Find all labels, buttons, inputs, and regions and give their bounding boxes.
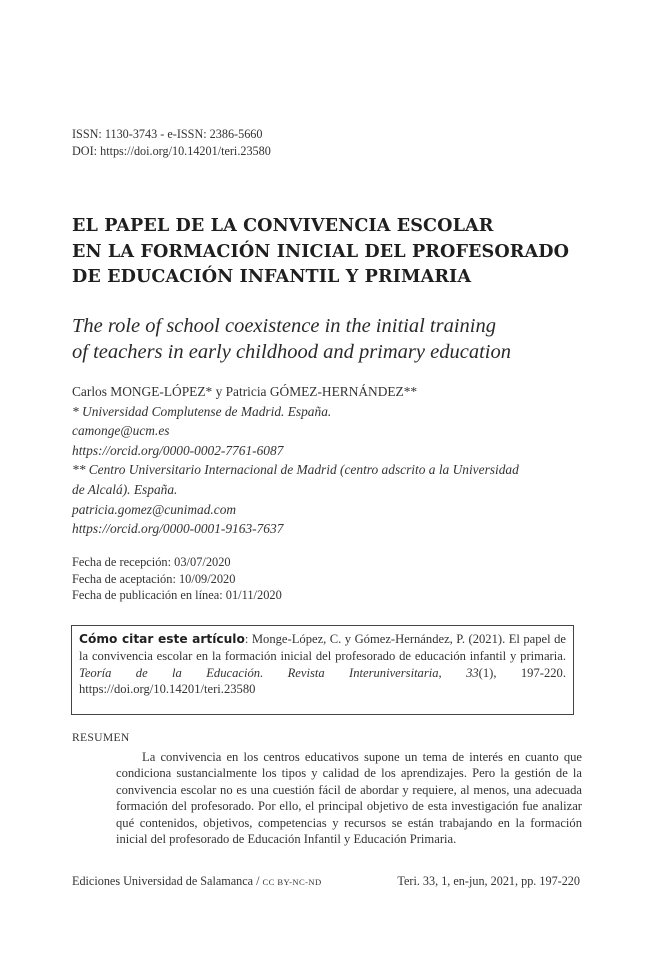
email-2[interactable]: patricia.gomez@cunimad.com (72, 501, 237, 517)
title-line-3: DE EDUCACIÓN INFANTIL Y PRIMARIA (72, 266, 472, 287)
license-label: CC BY-NC-ND (262, 877, 322, 887)
orcid-2[interactable]: https://orcid.org/0000-0001-9163-7637 (72, 521, 284, 537)
english-title (72, 313, 592, 365)
article-identifiers (72, 126, 271, 159)
abstract-heading: RESUMEN (72, 731, 130, 744)
abstract-body (116, 749, 582, 847)
date-received: Fecha de recepción: 03/07/2020 (72, 555, 231, 569)
citation-text-1: : Monge-López, C. y Gómez-Hernández, P. (2021). El papel de la convivencia escolar en la formación inicial del profesorado de educación infantil y primaria. (79, 632, 566, 663)
authors-block (72, 382, 587, 539)
citation-text-2: (1), 197-220. https://doi.org/10.14201/teri.23580 (79, 665, 566, 697)
doi-line: DOI: https://doi.org/10.14201/teri.23580 (72, 143, 271, 158)
email-1[interactable]: camonge@ucm.es (72, 423, 170, 439)
orcid-1[interactable]: https://orcid.org/0000-0002-7761-6087 (72, 442, 284, 458)
affiliation-2-line-2: de Alcalá). España. (72, 481, 178, 497)
title-line-2: EN LA FORMACIÓN INICIAL DEL PROFESORADO (72, 240, 570, 262)
article-title (72, 213, 592, 290)
dates-block (72, 554, 282, 604)
citation-journal: Teoría de la Educación. Revista Interuniversitaria, 33 (79, 665, 479, 680)
issn-line: ISSN: 1130-3743 - e-ISSN: 2386-5660 (72, 127, 263, 141)
date-published: Fecha de publicación en línea: 01/11/2020 (72, 588, 282, 602)
title-line-1: EL PAPEL DE LA CONVIVENCIA ESCOLAR (72, 215, 494, 236)
affiliation-1: * Universidad Complutense de Madrid. España. (72, 403, 332, 419)
author-names: Carlos MONGE-LÓPEZ* y Patricia GÓMEZ-HERNÁNDEZ** (72, 384, 418, 399)
citation-label: Cómo citar este artículo (79, 632, 245, 646)
english-title-line-2: of teachers in early childhood and primary education (72, 341, 511, 363)
footer-journal-reference: Teri. 33, 1, en-jun, 2021, pp. 197-220 (397, 874, 580, 888)
english-title-line-1: The role of school coexistence in the initial training (72, 315, 496, 337)
publisher-name: Ediciones Universidad de Salamanca / (72, 874, 263, 888)
date-accepted: Fecha de aceptación: 10/09/2020 (72, 571, 236, 586)
citation-box (71, 625, 574, 715)
footer-publisher (72, 874, 322, 889)
abstract-paragraph: La convivencia en los centros educativos supone un tema de interés en cuanto que condiciona sustancialmente los tipos y calidad de los aprendizajes. Pero la gestión de la convivencia escolar no es una cuestión fácil de abordar y requiere, al menos, una adecuada formación del profesorado. Por ello, el principal objetivo de esta investigación fue analizar qué contenidos, objetivos, competencias y recursos se están trabajando en la formación inicial del profesorado de Educación Infantil y Educación Primaria. (116, 750, 582, 847)
affiliation-2-line-1: ** Centro Universitario Internacional de Madrid (centro adscrito a la Universidad (72, 462, 519, 478)
